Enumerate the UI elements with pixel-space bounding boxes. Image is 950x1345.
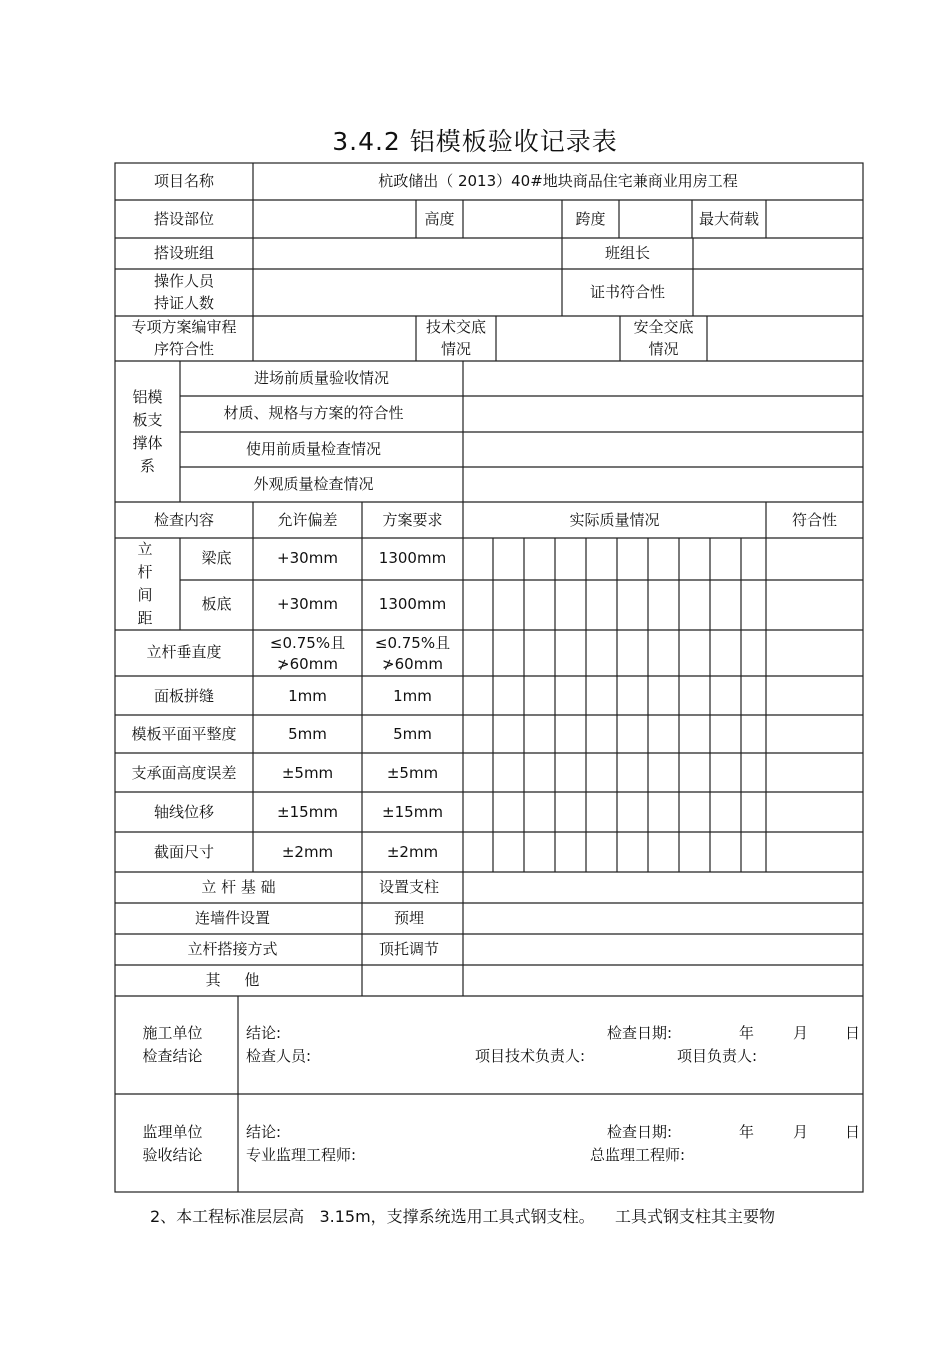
support-item: 外观质量检查情况	[253, 475, 374, 493]
col-header-conform: 符合性	[791, 511, 837, 529]
row-name: 板底	[201, 595, 232, 613]
construction-month: 月	[793, 1024, 809, 1042]
tech-briefing-line1: 技术交底	[425, 318, 486, 336]
row-requirement: 1300mm	[378, 595, 447, 613]
construction-project-lead: 项目负责人:	[677, 1047, 758, 1065]
row-name: 梁底	[201, 549, 232, 567]
max-load-label: 最大荷载	[698, 210, 759, 228]
project-name-value: 杭政储出（ 2013）40#地块商品住宅兼商业用房工程	[378, 172, 738, 190]
supervision-label-line2: 验收结论	[142, 1146, 203, 1164]
team-label: 搭设班组	[153, 244, 214, 262]
support-group-label-2: 板支	[132, 411, 163, 429]
other-item-sub: 预埋	[393, 909, 424, 927]
supervision-year: 年	[739, 1123, 755, 1141]
supervision-label-line1: 监理单位	[142, 1123, 203, 1141]
row-tolerance: ±15mm	[277, 803, 338, 821]
row-tolerance: 1mm	[288, 687, 327, 705]
pole-group-label-3: 间	[137, 586, 153, 604]
support-item: 进场前质量验收情况	[253, 369, 389, 387]
row-requirement: 5mm	[393, 725, 432, 743]
other-item-label: 立杆搭接方式	[187, 940, 278, 958]
row-name: 面板拼缝	[153, 687, 214, 705]
row-requirement: ±5mm	[386, 764, 439, 782]
other-item-label: 立 杆 基 础	[201, 878, 276, 896]
tech-briefing-line2: 情况	[440, 340, 471, 358]
support-group-label-3: 撑体	[132, 434, 163, 452]
support-item: 使用前质量检查情况	[245, 440, 381, 458]
construction-tech-lead: 项目技术负责人:	[475, 1047, 586, 1065]
row-requirement: 1mm	[393, 687, 432, 705]
col-header-tolerance: 允许偏差	[277, 511, 338, 529]
supervision-chief-engineer: 总监理工程师:	[590, 1146, 686, 1164]
height-label: 高度	[424, 210, 455, 228]
team-leader-label: 班组长	[604, 244, 650, 262]
row-tolerance: ±5mm	[281, 764, 334, 782]
page-title: 3.4.2 铝模板验收记录表	[332, 127, 618, 156]
other-item-label: 其 他	[205, 971, 260, 989]
plan-label-line1: 专项方案编审程	[131, 318, 237, 336]
construction-conclusion-label: 结论:	[246, 1024, 282, 1042]
supervision-month: 月	[793, 1123, 809, 1141]
supervision-engineer: 专业监理工程师:	[246, 1146, 357, 1164]
row-tolerance-line1: ≤0.75%且	[269, 634, 346, 652]
pole-group-label-4: 距	[137, 609, 153, 627]
row-requirement: ±15mm	[382, 803, 443, 821]
row-tolerance-line2: ≯60mm	[277, 655, 338, 673]
other-item-sub: 顶托调节	[378, 940, 439, 958]
row-name: 支承面高度误差	[131, 764, 237, 782]
safety-briefing-line2: 情况	[648, 340, 679, 358]
supervision-date-label: 检查日期:	[607, 1123, 673, 1141]
other-item-label: 连墙件设置	[194, 909, 270, 927]
construction-label-line1: 施工单位	[142, 1024, 203, 1042]
row-requirement: 1300mm	[378, 549, 447, 567]
row-name: 立杆垂直度	[146, 643, 222, 661]
row-requirement-line2: ≯60mm	[382, 655, 443, 673]
other-item-sub: 设置支柱	[378, 878, 439, 896]
construction-year: 年	[739, 1024, 755, 1042]
pole-group-label-1: 立	[137, 540, 153, 558]
construction-inspector: 检查人员:	[246, 1047, 312, 1065]
col-header-requirement: 方案要求	[382, 511, 443, 529]
row-name: 轴线位移	[153, 803, 214, 821]
plan-label-line2: 序符合性	[153, 340, 214, 358]
operators-label-line1: 操作人员	[153, 272, 214, 290]
construction-date-label: 检查日期:	[607, 1024, 673, 1042]
row-tolerance: +30mm	[277, 549, 338, 567]
construction-day: 日	[845, 1024, 861, 1042]
row-requirement: ±2mm	[386, 843, 439, 861]
construction-label-line2: 检查结论	[142, 1047, 203, 1065]
col-header-actual: 实际质量情况	[569, 511, 660, 529]
operators-label-line2: 持证人数	[153, 294, 214, 312]
col-header-content: 检查内容	[153, 511, 214, 529]
row-tolerance: +30mm	[277, 595, 338, 613]
support-item: 材质、规格与方案的符合性	[223, 404, 404, 422]
row-tolerance: ±2mm	[281, 843, 334, 861]
span-label: 跨度	[575, 210, 606, 228]
support-group-label-4: 系	[139, 457, 155, 475]
footnote-text: 2、本工程标准层层高 3.15m，支撑系统选用工具式钢支柱。 工具式钢支柱其主要物	[150, 1207, 775, 1226]
support-group-label-1: 铝模	[132, 388, 163, 406]
supervision-conclusion-label: 结论:	[246, 1123, 282, 1141]
row-name: 截面尺寸	[153, 843, 214, 861]
supervision-day: 日	[845, 1123, 861, 1141]
project-name-label: 项目名称	[153, 172, 214, 190]
row-tolerance: 5mm	[288, 725, 327, 743]
erect-location-label: 搭设部位	[153, 210, 214, 228]
pole-group-label-2: 杆	[137, 563, 153, 581]
row-requirement-line1: ≤0.75%且	[374, 634, 451, 652]
cert-label: 证书符合性	[589, 283, 665, 301]
safety-briefing-line1: 安全交底	[633, 318, 694, 336]
row-name: 模板平面平整度	[131, 725, 237, 743]
